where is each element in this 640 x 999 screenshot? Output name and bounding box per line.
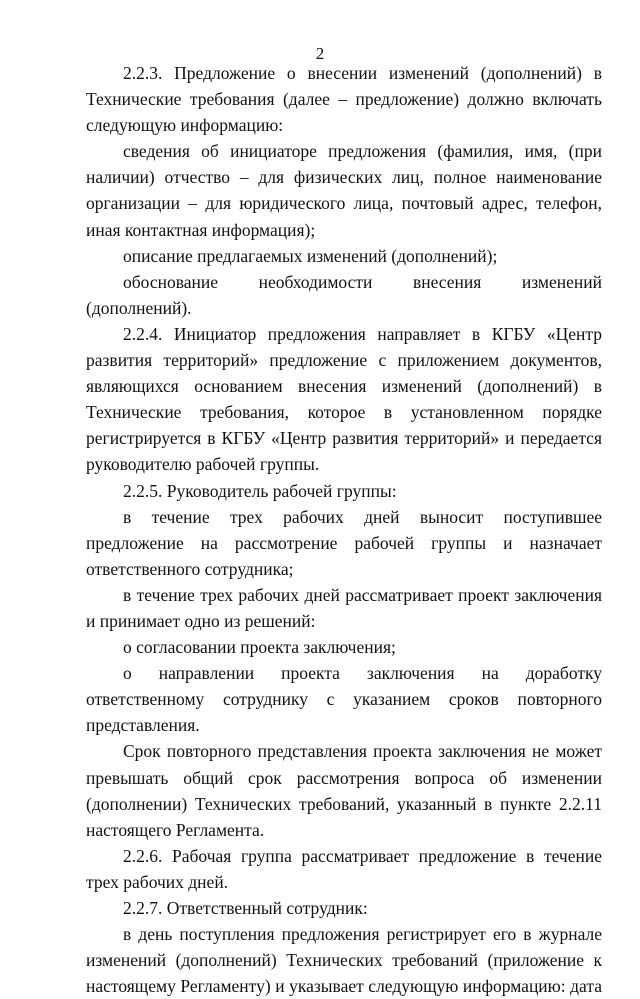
paragraph-resubmission-term: Срок повторного представления проекта заключения не может превышать общий срок рассмотрения вопроса об изменении (дополнении) Технических требований, указанный в пункте 2.2.11 настоящего Регламента.	[86, 741, 602, 840]
paragraph-return-draft: о направлении проекта заключения на доработку ответственному сотруднику с указанием сроков повторного представления.	[86, 663, 602, 736]
page-number: 2	[315, 44, 325, 63]
paragraph-changes-description: описание предлагаемых изменений (дополнений);	[123, 245, 498, 266]
paragraph-approve-draft: о согласовании проекта заключения;	[123, 637, 396, 658]
paragraph-2-2-6: 2.2.6. Рабочая группа рассматривает предложение в течение трех рабочих дней.	[86, 845, 602, 892]
paragraph-2-2-4: 2.2.4. Инициатор предложения направляет в КГБУ «Центр развития территорий» предложение с приложением документов, являющихся основанием внесения изменений (дополнений) в Технические требования, которое в установленном порядке регистрируется в КГБУ «Центр развития территорий» и передается руководителю рабочей группы.	[86, 323, 602, 475]
paragraph-submit-to-group: в течение трех рабочих дней выносит поступившее предложение на рассмотрение рабочей группы и назначает ответственного сотрудника;	[86, 506, 602, 579]
paragraph-review-draft: в течение трех рабочих дней рассматривает проект заключения и принимает одно из решений:	[86, 584, 602, 631]
paragraph-changes-justification: обоснование необходимости внесения изменений (дополнений).	[86, 271, 602, 318]
document-body	[86, 60, 602, 999]
paragraph-2-2-5: 2.2.5. Руководитель рабочей группы:	[123, 480, 397, 501]
paragraph-2-2-3: 2.2.3. Предложение о внесении изменений (дополнений) в Технические требования (далее – предложение) должно включать следующую информацию:	[86, 63, 602, 136]
paragraph-registration: в день поступления предложения регистрирует его в журнале изменений (дополнений) Технических требований (приложение к настоящему Регламенту) и указывает следующую информацию: дата	[86, 924, 602, 997]
paragraph-2-2-7: 2.2.7. Ответственный сотрудник:	[123, 898, 368, 918]
paragraph-initiator-info: сведения об инициаторе предложения (фамилия, имя, (при наличии) отчество – для физических лиц, полное наименование организации – для юридического лица, почтовый адрес, телефон, иная контактная информация);	[86, 141, 602, 240]
